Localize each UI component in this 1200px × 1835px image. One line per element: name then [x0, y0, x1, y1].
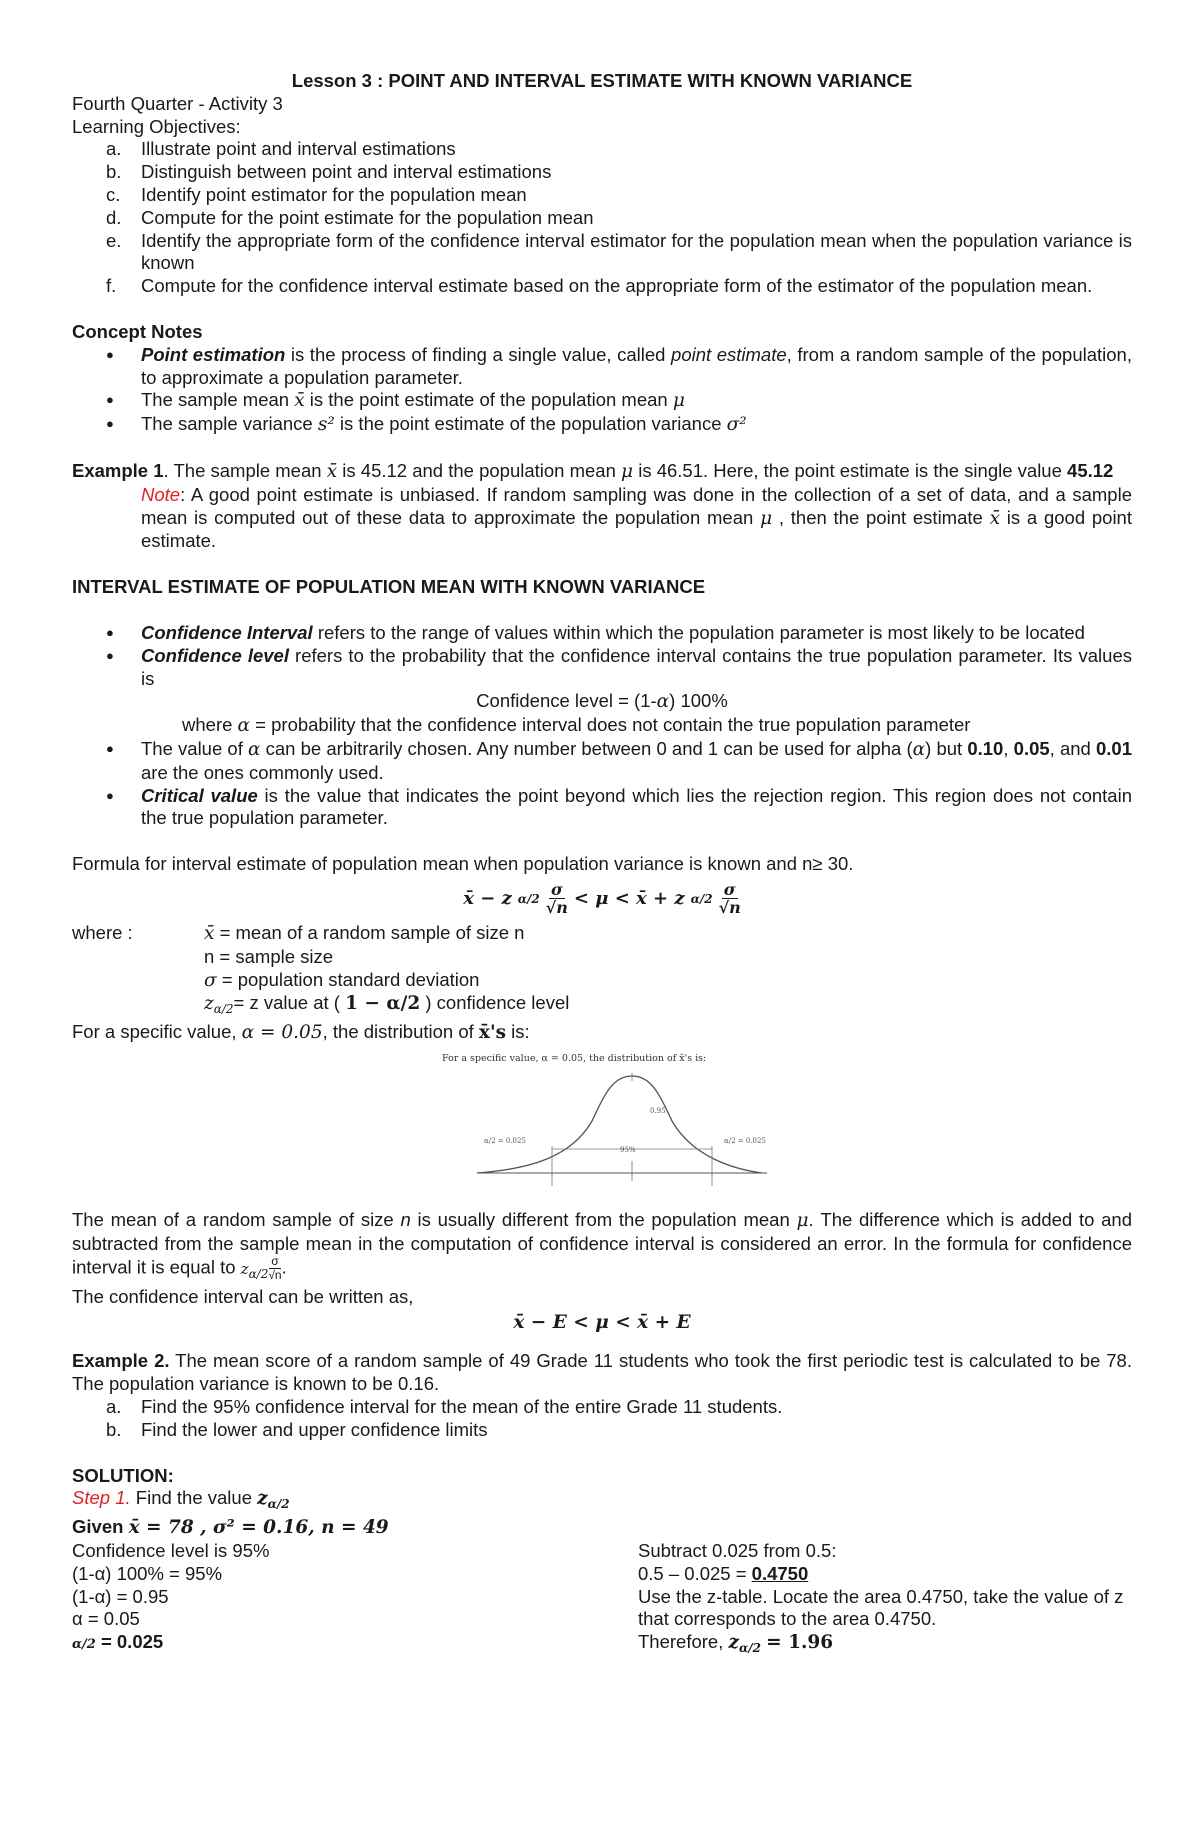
figure-caption: For a specific value, α = 0.05, the distribution of x̄'s is: [442, 1052, 707, 1064]
example-2 [72, 1350, 1132, 1396]
math-symbol: n [400, 1208, 411, 1230]
text-span: can be arbitrarily chosen. Any number between 0 and 1 can be used for alpha ( [260, 737, 913, 759]
text-span: 0.5 – 0.025 = [638, 1562, 752, 1584]
ci-written-line: The confidence interval can be written as, [72, 1285, 414, 1307]
text-span: ) but [925, 737, 968, 759]
list-item: ● Confidence Interval refers to the range of values within which the population parameter is most likely to be located [106, 621, 1085, 643]
text-span: The mean score of a random sample of 49 Grade 11 students who took the first periodic test is calculated to be 78. The population variance is known to be 0.16. [72, 1350, 1132, 1395]
point-estimate-value: 45.12 [1067, 459, 1114, 481]
text-span: = mean of a random sample of size n [214, 921, 525, 943]
text-span: is: [506, 1021, 530, 1043]
solution-left-column [72, 1540, 638, 1660]
interval-formula [72, 876, 1132, 922]
text-span: where [182, 714, 238, 736]
math-symbol: μ [796, 1209, 809, 1231]
objective-item [106, 206, 1132, 230]
example-2-list [72, 1396, 1132, 1442]
objective-text: Compute for the point estimate for the population mean [141, 206, 594, 228]
math-symbol: x̄ [294, 390, 305, 412]
solution-line: Subtract 0.025 from 0.5: [638, 1540, 837, 1562]
document-page [72, 70, 1132, 1660]
where-item-xbar [204, 922, 1132, 946]
list-marker: a. [106, 1396, 122, 1418]
fraction-numerator: σ [271, 1254, 279, 1269]
where-label: where : [72, 921, 133, 943]
list-item [106, 1418, 1132, 1442]
concept-notes-list [72, 344, 1132, 437]
fraction-numerator: σ [550, 880, 563, 900]
solution-line: (1-α) = 0.95 [72, 1585, 169, 1607]
formula-intro: Formula for interval estimate of population mean when population variance is known and n≥ 30. [72, 853, 854, 875]
text-span: Find the value [130, 1487, 258, 1509]
solution-line [638, 1563, 1132, 1586]
math-subscript: α/2 [267, 1497, 290, 1512]
text-span: is the point estimate of the population variance [334, 413, 727, 435]
ci-formula: x̄ − E < μ < x̄ + E [513, 1312, 691, 1334]
example-label: Example 1 [72, 459, 164, 481]
where-item-sigma [204, 969, 1132, 993]
math-symbol: σ [204, 969, 217, 991]
text-span: are the ones commonly used. [141, 761, 384, 783]
bell-curve [477, 1076, 762, 1173]
solution-line: (1-α) 100% = 95% [72, 1562, 223, 1584]
list-item: ● Critical value is the value that indicates the point beyond which lies the rejection region. This region does not contain the true population parameter. [106, 784, 1132, 829]
bell-curve-image [432, 1051, 772, 1203]
objective-text: Distinguish between point and interval estimations [141, 161, 552, 183]
text-span: Find the lower and upper confidence limits [141, 1418, 488, 1440]
formula-part: x̄ − z [463, 887, 512, 909]
math-symbol: s² [317, 414, 335, 436]
center-area-label: 95% [620, 1145, 636, 1154]
example-label: Example 2. [72, 1350, 170, 1372]
term-confidence-level: Confidence level [141, 644, 289, 666]
text-span: : A good point estimate is unbiased. If random sampling was done in the collection of a set of data, and a sample mean is computed out of these data to approximate the population mean [141, 483, 1132, 528]
objective-text: Identify point estimator for the population mean [141, 183, 527, 205]
right-tail-label: α/2 = 0.025 [724, 1136, 766, 1145]
solution-line: Use the z-table. Locate the area 0.4750, take the value of z that corresponds to the area 0.4750. [638, 1585, 1124, 1630]
error-paragraph [72, 1209, 1132, 1286]
list-item: ● The value of α can be arbitrarily chosen. Any number between 0 and 1 can be used for alpha (α) but 0.10, 0.05, and 0.01 are the ones commonly used. [106, 737, 1132, 783]
list-marker: d. [106, 206, 122, 228]
alpha-value: 0.10 [967, 737, 1004, 759]
text-span: , and [1049, 737, 1096, 759]
list-marker: a. [106, 138, 122, 160]
math-subscript: α/2 [213, 1002, 234, 1017]
text-span: is 45.12 and the population mean [337, 459, 622, 481]
list-marker: e. [106, 229, 122, 251]
left-tail-label: α/2 = 0.025 [484, 1136, 526, 1145]
sigma-over-root-n [546, 881, 568, 916]
text-span: Confidence level = (1- [476, 690, 657, 712]
objective-item [106, 275, 1132, 298]
normal-distribution-figure [72, 1051, 1132, 1203]
text-span: , [1003, 737, 1014, 759]
activity-subtitle: Fourth Quarter - Activity 3 [72, 92, 283, 114]
text-span: The mean of a random sample of size [72, 1208, 401, 1230]
top-area-label: 0.95 [650, 1106, 666, 1115]
where-item-z [204, 992, 1132, 1021]
objectives-list [72, 138, 1132, 298]
text-span: . The difference which is added to and subtracted from the sample mean in the computation of confidence interval is considered an error. In the formula for confidence interval it is equal to [72, 1208, 1132, 1278]
text-span: ) confidence level [420, 992, 570, 1014]
alpha-value: 0.05 [1013, 737, 1050, 759]
math-symbol: α [656, 691, 670, 713]
list-item: ● The sample variance s² is the point estimate of the population variance σ² [106, 413, 747, 436]
list-marker: c. [106, 183, 121, 205]
text-span: refers to the range of values within which the population parameter is most likely to be located [312, 621, 1085, 643]
note-label: Note [141, 483, 181, 505]
list-item: ● Point estimation is the process of finding a single value, called point estimate, from a random sample of the population, to approximate a population parameter. [106, 343, 1132, 388]
term-critical-value: Critical value [141, 784, 258, 806]
specific-value-line [72, 1021, 1132, 1045]
text-span: = population standard deviation [216, 968, 480, 990]
where-item-n [204, 946, 1132, 969]
list-marker: b. [106, 1418, 122, 1440]
list-item [106, 1396, 1132, 1419]
math-subscript: α/2 [739, 1641, 761, 1656]
fraction-denominator: √n [718, 898, 741, 918]
text-span: For a specific value, [72, 1021, 242, 1043]
example-1 [72, 460, 1132, 484]
math-symbol: x̄ [326, 460, 338, 482]
text-span: ) 100% [669, 690, 728, 712]
math-symbol: α [237, 715, 251, 737]
math-symbol: α/2 [72, 1637, 96, 1653]
text-span: = 0.025 [100, 1631, 164, 1653]
objective-text: Illustrate point and interval estimations [141, 138, 456, 160]
text-span: refers to the probability that the confidence interval contains the true population parameter. Its values is [141, 644, 1132, 689]
math-symbol: α [247, 738, 261, 760]
solution-line [72, 1631, 638, 1657]
z-alpha-half: $z_{\alpha/2}$ [728, 1632, 761, 1656]
solution-heading: SOLUTION: [72, 1464, 174, 1486]
math-symbol: σ² [726, 414, 747, 436]
math-symbol: α [912, 738, 926, 760]
objective-item [106, 161, 1132, 184]
formula-subscript: α/2 [690, 891, 713, 906]
math-symbol: μ [621, 460, 634, 482]
text-span: = probability that the confidence interval does not contain the true population parameter [250, 714, 971, 736]
solution-line: α = 0.05 [72, 1608, 140, 1630]
term-point-estimate: point estimate [671, 343, 787, 365]
text-span: n = sample size [204, 945, 334, 967]
text-span: . [281, 1256, 287, 1278]
math-symbol: 1 − α/2 [345, 993, 421, 1015]
text-span: is the point estimate of the population mean [304, 389, 673, 411]
text-span: Find the 95% confidence interval for the mean of the entire Grade 11 students. [141, 1396, 783, 1418]
math-symbol: μ [760, 507, 773, 529]
given-values: x̄ = 78 , σ² = 0.16, n = 49 [128, 1517, 389, 1539]
interval-heading: INTERVAL ESTIMATE OF POPULATION MEAN WITH KNOWN VARIANCE [72, 576, 706, 598]
term-confidence-interval: Confidence Interval [141, 621, 313, 643]
interval-list [72, 622, 1132, 830]
math-symbol: α = 0.05 [241, 1022, 323, 1044]
objective-item [106, 183, 1132, 207]
list-marker: f. [106, 275, 117, 297]
list-item: ● The sample mean x̄ is the point estimate of the population mean μ [106, 389, 685, 412]
term-point-estimation: Point estimation [141, 343, 286, 365]
fraction-denominator: √n [268, 1268, 282, 1283]
step-label: Step 1. [72, 1487, 131, 1509]
z-value: = 1.96 [766, 1632, 834, 1654]
error-term: $z_{\alpha/2}$ [240, 1259, 269, 1281]
text-span: . The sample mean [163, 459, 327, 481]
text-span: is the process of finding a single value, called [285, 343, 672, 365]
text-span: , from a random sample of the population, to approximate a population parameter. [141, 343, 1132, 388]
solution-right-column [638, 1540, 1132, 1660]
text-span: , then the point estimate [772, 506, 990, 528]
text-span: , the distribution of [322, 1021, 479, 1043]
solution-line: Confidence level is 95% [72, 1540, 270, 1562]
fraction-denominator: √n [545, 898, 568, 918]
text-span: is a good point estimate. [141, 506, 1132, 552]
confidence-level-formula [72, 690, 1132, 714]
solution-line [638, 1631, 1132, 1660]
alpha-value: 0.01 [1095, 737, 1132, 759]
where-definitions [72, 922, 1132, 1021]
text-span: = z value at ( [233, 992, 346, 1014]
text-span: Therefore, [638, 1631, 729, 1653]
z-alpha-half: $z_{\alpha/2}$ [257, 1488, 290, 1512]
math-symbol: x̄'s [478, 1022, 507, 1044]
text-span: The sample variance [141, 413, 318, 435]
example-1-note [72, 484, 1132, 553]
alpha-definition [141, 714, 1132, 738]
objective-text: Compute for the confidence interval estimate based on the appropriate form of the estimator of the population mean. [141, 275, 1093, 297]
objectives-heading: Learning Objectives: [72, 115, 241, 137]
formula-subscript: α/2 [517, 891, 540, 906]
math-subscript: α/2 [248, 1266, 269, 1281]
objective-item [106, 138, 1132, 161]
given-label: Given [72, 1516, 129, 1538]
step-1 [72, 1487, 1132, 1516]
concept-notes-heading: Concept Notes [72, 320, 203, 342]
objective-item [106, 229, 1132, 276]
math-symbol: x̄ [204, 922, 215, 944]
text-span: The sample mean [141, 389, 295, 411]
text-span: is the value that indicates the point beyond which lies the rejection region. This region does not contain the true population parameter. [141, 784, 1132, 829]
formula-part: < μ < x̄ + z [573, 887, 685, 909]
math-symbol: z [204, 993, 214, 1015]
list-marker: b. [106, 161, 122, 183]
math-symbol: x̄ [989, 507, 1001, 529]
area-value: 0.4750 [751, 1562, 809, 1584]
math-symbol: μ [672, 390, 685, 412]
solution-columns [72, 1540, 1132, 1660]
error-fraction [268, 1255, 281, 1282]
page-title: Lesson 3 : POINT AND INTERVAL ESTIMATE WITH KNOWN VARIANCE [291, 70, 913, 91]
text-span: is 46.51. Here, the point estimate is the single value [633, 459, 1068, 481]
objective-text: Identify the appropriate form of the confidence interval estimator for the population mean when the population variance is known [141, 229, 1132, 274]
fraction-numerator: σ [723, 880, 736, 900]
given-line [72, 1516, 1132, 1540]
list-item: ● Confidence level refers to the probability that the confidence interval contains the true population parameter. Its values is Confidence level = (1-α) 100% where α = probability that the confidence interval does not contain the true population parameter [141, 645, 1132, 738]
sigma-over-root-n [719, 881, 741, 916]
text-span: The value of [141, 737, 248, 759]
text-span: is usually different from the population mean [410, 1208, 797, 1230]
